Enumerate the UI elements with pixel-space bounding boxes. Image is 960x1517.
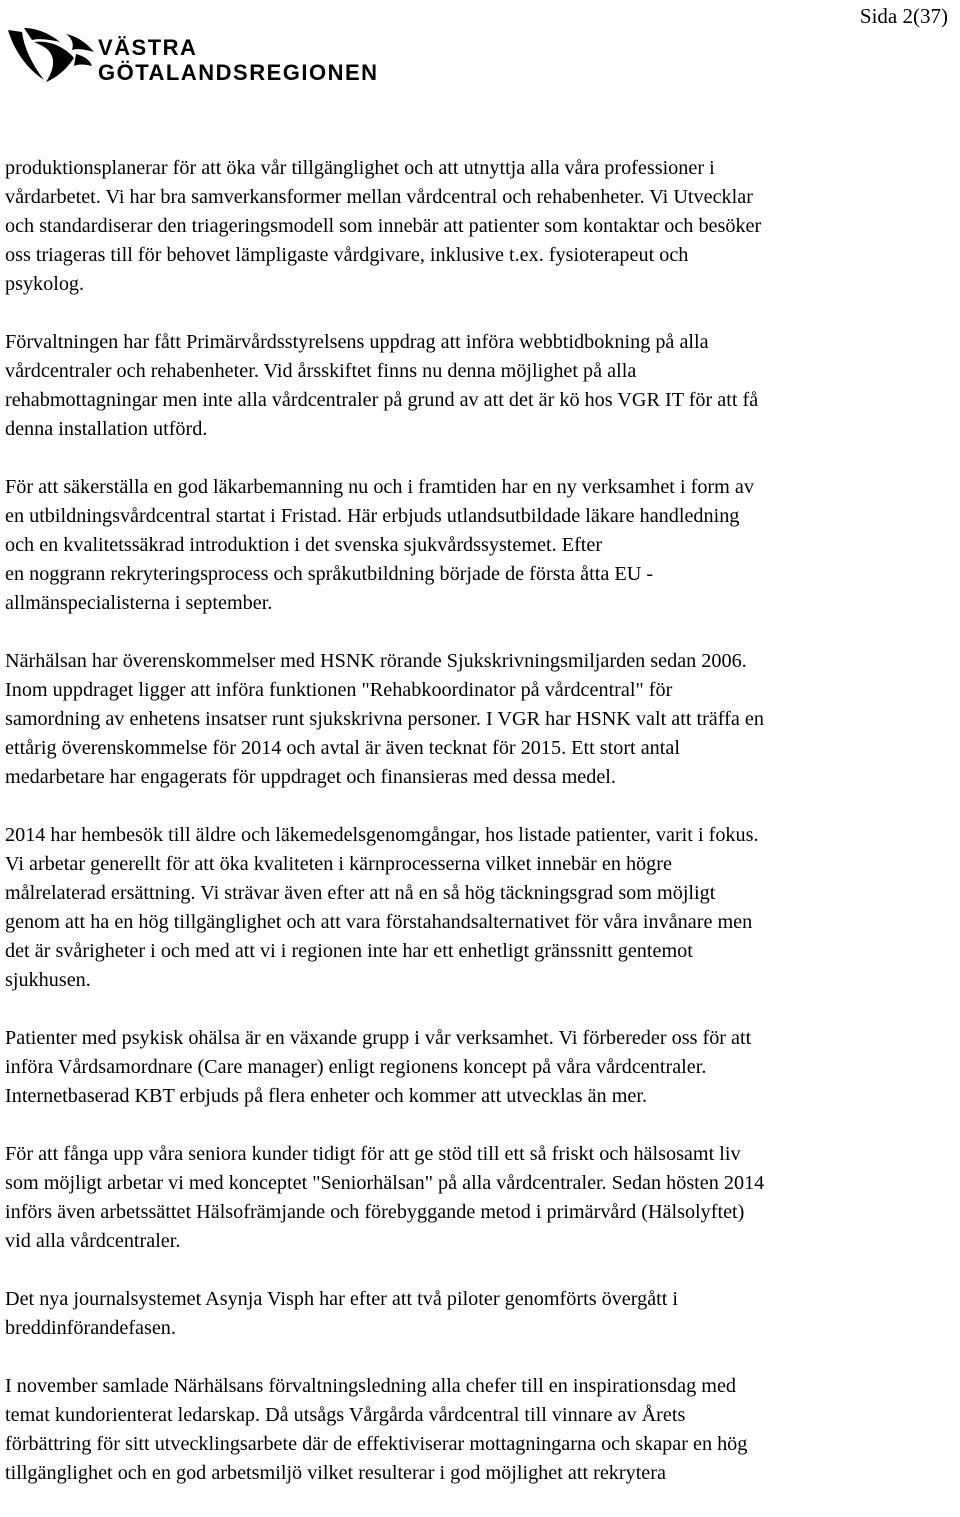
paragraph: I november samlade Närhälsans förvaltningsledning alla chefer till en inspirationsdag med temat kundorienterat ledarskap. Då utsågs Vårgårda vårdcentral till vinnare av Årets förbättring för sitt utvecklingsarbete där de effektiviserar mottagningarna och skapar en hög tillgänglighet och en god arbetsmiljö vilket resulterar i god möjlighet att rekrytera: [5, 1375, 748, 1484]
logo-text-line1: VÄSTRA: [98, 35, 198, 60]
document-body: [5, 154, 958, 1517]
organization-logo: [4, 24, 394, 88]
paragraph: För att säkerställa en god läkarbemanning nu och i framtiden har en ny verksamhet i form av en utbildningsvårdcentral startat i Fristad. Här erbjuds utlandsutbildade läkare handledning och en kvalitetssäkrad introduktion i det svenska sjukvårdssystemet. Efter en noggrann rekryteringsprocess och språkutbildning började de första åtta EU - allmänspecialisterna i september.: [5, 476, 754, 614]
page-number: Sida 2(37): [859, 4, 948, 28]
paragraph: produktionsplanerar för att öka vår tillgänglighet och att utnyttja alla våra professioner i vårdarbetet. Vi har bra samverkansformer mellan vårdcentral och rehabenheter. Vi Utvecklar och standardiserar den triageringsmodell som innebär att patienter som kontaktar och besöker oss triageras till för behovet lämpligaste vårdgivare, inklusive t.ex. fysioterapeut och psykolog.: [5, 157, 762, 295]
paragraph: Närhälsan har överenskommelser med HSNK rörande Sjukskrivningsmiljarden sedan 2006. Inom uppdraget ligger att införa funktionen "Rehabkoordinator på vårdcentral" för samordning av enhetens insatser runt sjukskrivna personer. I VGR har HSNK valt att träffa en ettårig överenskommelse för 2014 och avtal är även tecknat för 2015. Ett stort antal medarbetare har engagerats för uppdraget och finansieras med dessa medel.: [5, 650, 764, 788]
paragraph: Patienter med psykisk ohälsa är en växande grupp i vår verksamhet. Vi förbereder oss för att införa Vårdsamordnare (Care manager) enligt regionens koncept på våra vårdcentraler. Internetbaserad KBT erbjuds på flera enheter och kommer att utvecklas än mer.: [5, 1027, 752, 1107]
vgr-swoosh-logo-icon: [4, 24, 98, 88]
logo-text-line2: GÖTALANDSREGIONEN: [98, 60, 379, 85]
paragraph: Förvaltningen har fått Primärvårdsstyrelsens uppdrag att införa webbtidbokning på alla vårdcentraler och rehabenheter. Vid årsskiftet finns nu denna möjlighet på alla rehabmottagningar men inte alla vårdcentraler på grund av att det är kö hos VGR IT för att få denna installation utförd.: [5, 331, 759, 440]
paragraph: För att fånga upp våra seniora kunder tidigt för att ge stöd till ett så friskt och hälsosamt liv som möjligt arbetar vi med konceptet "Seniorhälsan" på alla vårdcentraler. Sedan hösten 2014 införs även arbetssättet Hälsofrämjande och förebyggande metod i primärvård (Hälsolyftet) vid alla vårdcentraler.: [5, 1143, 765, 1252]
paragraph: Det nya journalsystemet Asynja Visph har efter att två piloter genomförts övergått i breddinförandefasen.: [5, 1288, 679, 1339]
paragraph: 2014 har hembesök till äldre och läkemedelsgenomgångar, hos listade patienter, varit i fokus. Vi arbetar generellt för att öka kvaliteten i kärnprocesserna vilket innebär en högre målrelaterad ersättning. Vi strävar även efter att nå en så hög täckningsgrad som möjligt genom att ha en hög tillgänglighet och att vara förstahandsalternativet för våra invånare men det är svårigheter i och med att vi i regionen inte har ett enhetligt gränssnitt gentemot sjukhusen.: [5, 824, 759, 991]
